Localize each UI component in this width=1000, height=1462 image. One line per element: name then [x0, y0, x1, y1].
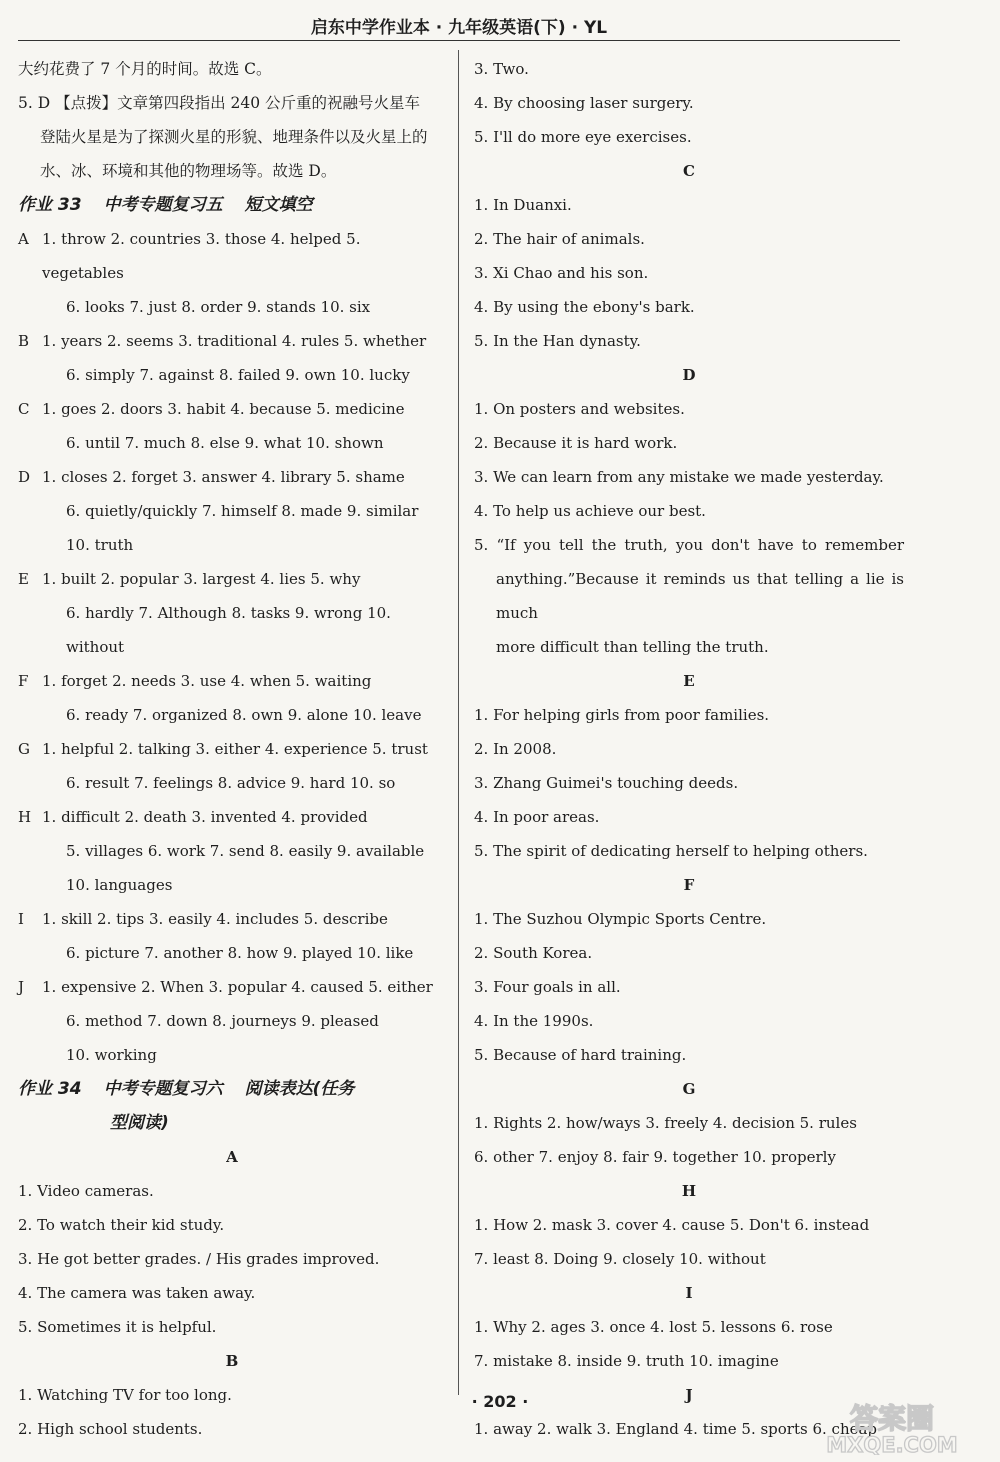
hw34-heading-cont: 型阅读) [110, 1113, 169, 1133]
cloze-D: D 1. closes 2. forget 3. answer 4. library 5. shame 6. quietly/quickly 7. himself 8. made 9. similar 10. truth [18, 468, 419, 554]
cloze-B: B 1. years 2. seems 3. traditional 4. rules 5. whether 6. simply 7. against 8. failed 9. own 10. lucky [18, 332, 427, 384]
answer-a-4: 4. The camera was taken away. [18, 1284, 256, 1302]
answer-d-1: 1. On posters and websites. [474, 400, 685, 418]
answer-c-4: 4. By using the ebony's bark. [474, 298, 695, 316]
answer-g-line-1: 1. Rights 2. how/ways 3. freely 4. decision 5. rules [474, 1114, 857, 1132]
section-b-label: B [225, 1352, 239, 1370]
answer-a-2: 2. To watch their kid study. [18, 1216, 225, 1234]
answer-d-3: 3. We can learn from any mistake we made yesterday. [474, 468, 884, 486]
answer-g-line-2: 6. other 7. enjoy 8. fair 9. together 10. properly [474, 1148, 836, 1166]
cloze-G: G 1. helpful 2. talking 3. either 4. experience 5. trust 6. result 7. feelings 8. advice 9. hard 10. so [18, 740, 428, 792]
answer-h-line-1: 1. How 2. mask 3. cover 4. cause 5. Don't 6. instead [474, 1216, 870, 1234]
answer-i-line-2: 7. mistake 8. inside 9. truth 10. imagine [474, 1352, 779, 1370]
q5-line-3: 水、冰、环境和其他的物理场等。故选 D。 [40, 162, 337, 180]
answer-e-1: 1. For helping girls from poor families. [474, 706, 770, 724]
answer-f-4: 4. In the 1990s. [474, 1012, 594, 1030]
cloze-A: A 1. throw 2. countries 3. those 4. helped 5. vegetables 6. looks 7. just 8. order 9. stands 10. six [18, 230, 371, 316]
answer-d-5-line-3: more difficult than telling the truth. [496, 638, 769, 656]
answer-d-5-line-2: anything.”Because it reminds us that telling a lie is much [496, 570, 904, 622]
answer-b-3: 3. Two. [474, 60, 529, 78]
answer-c-3: 3. Xi Chao and his son. [474, 264, 649, 282]
answer-a-3: 3. He got better grades. / His grades improved. [18, 1250, 380, 1268]
cloze-C: C 1. goes 2. doors 3. habit 4. because 5. medicine 6. until 7. much 8. else 9. what 10. shown [18, 400, 405, 452]
answer-b-4: 4. By choosing laser surgery. [474, 94, 694, 112]
cloze-E: E 1. built 2. popular 3. largest 4. lies 5. why 6. hardly 7. Although 8. tasks 9. wrong 10. without [18, 570, 391, 656]
answer-h-line-2: 7. least 8. Doing 9. closely 10. without [474, 1250, 766, 1268]
section-f-label: F [683, 876, 695, 894]
cloze-J: J 1. expensive 2. When 3. popular 4. caused 5. either 6. method 7. down 8. journeys 9. pleased 10. working [18, 978, 433, 1064]
answer-c-5: 5. In the Han dynasty. [474, 332, 641, 350]
answer-e-2: 2. In 2008. [474, 740, 557, 758]
answer-c-2: 2. The hair of animals. [474, 230, 645, 248]
answer-i-line-1: 1. Why 2. ages 3. once 4. lost 5. lessons 6. rose [474, 1318, 833, 1336]
page-header: 启东中学作业本 · 九年级英语(下) · YL [18, 10, 900, 41]
answer-d-2: 2. Because it is hard work. [474, 434, 678, 452]
watermark-logo [792, 1400, 982, 1455]
answer-f-1: 1. The Suzhou Olympic Sports Centre. [474, 910, 767, 928]
section-c-label: C [683, 162, 695, 180]
watermark-line-1: 答案圈 [849, 1402, 935, 1435]
answer-f-3: 3. Four goals in all. [474, 978, 621, 996]
answer-d-4: 4. To help us achieve our best. [474, 502, 706, 520]
page-number: · 202 · [471, 1392, 529, 1411]
answer-d-5-line-1: 5. “If you tell the truth, you don't have to remember [474, 536, 904, 554]
answer-b-5: 5. I'll do more eye exercises. [474, 128, 692, 146]
q5-line-2: 登陆火星是为了探测火星的形貌、地理条件以及火星上的 [40, 128, 428, 146]
answer-c-1: 1. In Duanxi. [474, 196, 572, 214]
section-h-label: H [681, 1182, 697, 1200]
answer-b-2: 2. High school students. [18, 1420, 203, 1438]
answer-f-5: 5. Because of hard training. [474, 1046, 687, 1064]
section-a-label: A [226, 1148, 238, 1166]
answer-e-3: 3. Zhang Guimei's touching deeds. [474, 774, 739, 792]
column-divider [458, 50, 459, 1395]
left-column [18, 52, 446, 1446]
answer-a-5: 5. Sometimes it is helpful. [18, 1318, 217, 1336]
answer-f-2: 2. South Korea. [474, 944, 593, 962]
cloze-I: I 1. skill 2. tips 3. easily 4. includes 5. describe 6. picture 7. another 8. how 9. played 10. like [18, 910, 414, 962]
watermark-line-2: MXQE.COM [826, 1433, 958, 1455]
section-d-label: D [682, 366, 696, 384]
answer-j-line-1: 1. away 2. walk 3. England 4. time 5. sports 6. cheap [474, 1420, 878, 1438]
section-i-label: I [685, 1284, 693, 1302]
q5-line-1: 5. D 【点拨】文章第四段指出 240 公斤重的祝融号火星车 [18, 94, 421, 112]
cloze-F: F 1. forget 2. needs 3. use 4. when 5. waiting 6. ready 7. organized 8. own 9. alone 10. leave [18, 672, 422, 724]
intro-line: 大约花费了 7 个月的时间。故选 C。 [18, 60, 272, 78]
section-e-label: E [683, 672, 695, 690]
answer-e-5: 5. The spirit of dedicating herself to helping others. [474, 842, 868, 860]
section-g-label: G [682, 1080, 696, 1098]
hw33-heading: 作业 33 中考专题复习五 短文填空 [18, 195, 313, 215]
answer-b-1: 1. Watching TV for too long. [18, 1386, 232, 1404]
answer-e-4: 4. In poor areas. [474, 808, 600, 826]
section-j-label: J [685, 1386, 693, 1404]
hw34-heading: 作业 34 中考专题复习六 阅读表达(任务 [18, 1079, 355, 1099]
right-column [474, 52, 904, 1446]
answer-a-1: 1. Video cameras. [18, 1182, 154, 1200]
cloze-H: H 1. difficult 2. death 3. invented 4. provided 5. villages 6. work 7. send 8. easily 9. available 10. languages [18, 808, 425, 894]
